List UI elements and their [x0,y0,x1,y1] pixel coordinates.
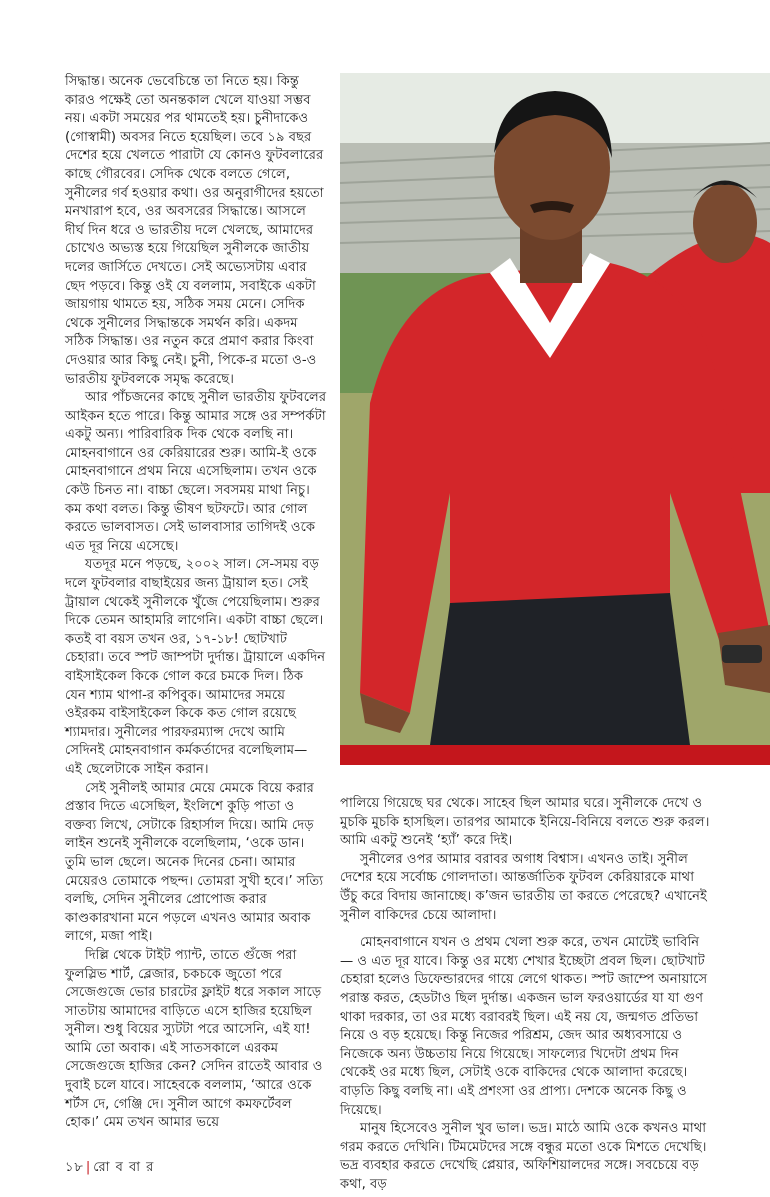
article-paragraph: দিল্লি থেকে টাইট প্যান্ট, তাতে গুঁজে পরা ফুলস্লিভ শার্ট, ব্লেজার, চকচকে জুতো পরে সেজেগুজে ভোর চারটের ফ্লাইট ধরে সকাল সাড়ে সাতটায় আমাদের বাড়িতে এসে হাজির হয়েছিল সুনীল। শুধু বিয়ের স্যুটটা পরে আসেনি, এই যা! আমি তো অবাক। এই সাতসকালে এরকম সেজেগুজে হাজির কেন? সেদিন রাতেই আবার ও দুবাই চলে যাবে। সাহেবকে বললাম, ‘আরে ওকে শর্টস দে, গেঞ্জি দে। সুনীল আগে কমফর্টেবল হোক।’ মেম তখন আমার ভয়ে [65,947,323,1131]
article-paragraph: মানুষ হিসেবেও সুনীল খুব ভাল। ভদ্র। মাঠে আমি ওকে কখনও মাথা গরম করতে দেখিনি। টিমমেটদের সঙ্গে বন্ধুর মতো ওকে মিশতে দেখেছি। ভদ্র ব্যবহার করতে দেখেছি প্লেয়ার, অফিশিয়ালদের সঙ্গে। সবচেয়ে বড় কথা, বড় [340,1121,707,1192]
article-paragraph: মোহনবাগানে যখন ও প্রথম খেলা শুরু করে, তখন মোটেই ভাবিনি— ও এত দূর যাবে। কিন্তু ওর মধ্যে শেখার ইচ্ছেটা প্রবল ছিল। ছোটখাট চেহারা হলেও ডিফেন্ডারদের গায়ে লেগে থাকত। স্পট জাম্পে অনায়াসে পরাস্ত করত, হেডটাও ছিল দুর্দান্ত। একজন ভাল ফরওয়ার্ডের যা যা গুণ থাকা দরকার, তা ওর মধ্যে বরাবরই ছিল। এই নয় যে, জন্মগত প্রতিভা নিয়ে ও বড় হয়েছে। কিন্তু নিজের পরিশ্রম, জেদ আর অধ্যবসায়ে ও নিজেকে অন্য উচ্চতায় নিয়ে গিয়েছে। সাফল্যের খিদেটা প্রথম দিন থেকেই ওর মধ্যে ছিল, সেটাই ওকে বাকিদের থেকে আলাদা করেছে। বাড়তি কিছু বলছি না। এই প্রশংসা ওর প্রাপ্য। দেশকে অনেক কিছু ও দিয়েছে। [340,935,708,1118]
photo-accent-bar [340,745,770,765]
article-paragraph: পালিয়ে গিয়েছে ঘর থেকে। সাহেব ছিল আমার ঘরে। সুনীলকে দেখে ও মুচকি মুচকি হাসছিল। তারপর আমাকে ইনিয়ে-বিনিয়ে বলতে শুরু করল। আমি একটু শুনেই ‘হ্যাঁ’ করে দিই। [340,796,710,849]
folio-separator: | [85,1160,92,1175]
page-number: ১৮ [65,1160,84,1175]
article-paragraph: যতদূর মনে পড়ছে, ২০০২ সাল। সে-সময় বড় দলে ফুটবলার বাছাইয়ের জন্য ট্রায়াল হত। সেই ট্রায়াল থেকেই সুনীলকে খুঁজে পেয়েছিলাম। শুরুর দিকে তেমন আহামরি লাগেনি। একটা বাচ্চা ছেলে। কতই বা বয়স তখন ওর, ১৭-১৮! ছোটখাট চেহারা। তবে স্পট জাম্পটা দুর্দান্ত। ট্রায়ালে একদিন বাইসাইকেল কিকে গোল করে চমকে দিল। ঠিক যেন শ্যাম থাপা-র কপিবুক। আমাদের সময়ে ওইরকম বাইসাইকেল কিকে কত গোল রয়েছে শ্যামদার। সুনীলের পারফরম্যান্স দেখে আমি সেদিনই মোহনবাগান কর্মকর্তাদের বলেছিলাম— এই ছেলেটাকে সাইন করান। [65,557,326,777]
article-paragraph: আর পাঁচজনের কাছে সুনীল ভারতীয় ফুটবলের আইকন হতে পারে। কিন্তু আমার সঙ্গে ওর সম্পর্কটা একটু অন্য। পারিবারিক দিক থেকে বলছি না। মোহনবাগানে ওর কেরিয়ারের শুরু। আমি-ই ওকে মোহনবাগানে প্রথম নিয়ে এসেছিলাম। তখন ওকে কেউ চিনত না। বাচ্চা ছেলে। সবসময় মাথা নিচু। কম কথা বলত। কিন্তু ভীষণ ছটফটে। আর গোল করতে ভালবাসত। সেই ভালবাসার তাগিদই ওকে এত দূর নিয়ে এসেছে। [65,390,327,554]
article-paragraph: সিদ্ধান্ত। অনেক ভেবেচিন্তে তা নিতে হয়। কিন্তু কারও পক্ষেই তো অনন্তকাল খেলে যাওয়া সম্ভব নয়। একটা সময়ের পর থামতেই হয়। চুনীদাকেও (গোস্বামী) অবসর নিতে হয়েছিল। তবে ১৯ বছর দেশের হয়ে খেলতে পারাটা যে কোনও ফুটবলারের কাছে গৌরবের। সেদিক থেকে বলতে গেলে, সুনীলের গর্ব হওয়ার কথা। ওর অনুরাগীদের হয়তো মনখারাপ হবে, ওর অবসরের সিদ্ধান্তে। আসলে দীর্ঘ দিন ধরে ও ভারতীয় দলে খেলছে, আমাদের চোখেও অভ্যস্ত হয়ে গিয়েছিল সুনীলকে জাতীয় দলের জার্সিতে দেখতে। সেই অভ্যেসটায় এবার ছেদ পড়বে। কিন্তু ওই যে বললাম, সবাইকে একটা জায়গায় থামতে হয়, সঠিক সময় মেনে। সেদিক থেকে সুনীলের সিদ্ধান্তকে সমর্থন করি। একদম সঠিক সিদ্ধান্ত। ওর নতুন করে প্রমাণ করার কিংবা দেওয়ার আর কিছু নেই। চুনী, পিকে-র মতো ও-ও ভারতীয় ফুটবলকে সমৃদ্ধ করেছে। [65,74,324,387]
article-column-left [65,73,327,1133]
article-column-right [340,795,712,1194]
player-photo [340,73,770,745]
article-paragraph: সেই সুনীলই আমার মেয়ে মেমকে বিয়ে করার প্রস্তাব দিতে এসেছিল, ইংলিশে কুড়ি পাতা ও বক্তব্য লিখে, সেটাকে রিহার্সাল দিয়ে। আমি দেড় লাইন শুনেই সুনীলকে বলেছিলাম, ‘ওকে ডান। তুমি ভাল ছেলে। অনেক দিনের চেনা। আমার মেয়েরও তোমাকে পছন্দ। তোমরা সুখী হবে।’ সত্যি বলছি, সেদিন সুনীলের প্রোপোজ করার কাণ্ডকারখানা মনে পড়লে এখনও আমার অবাক লাগে, মজা পাই। [65,780,324,945]
page-folio [65,1158,154,1179]
magazine-name: রো ব বা র [93,1160,155,1175]
article-paragraph: সুনীলের ওপর আমার বরাবর অগাধ বিশ্বাস। এখনও তাই। সুনীল দেশের হয়ে সর্বোচ্চ গোলদাতা। আন্তর্জাতিক ফুটবল কেরিয়ারকে মাথা উঁচু করে বিদায় জানাচ্ছে। ক’জন ভারতীয় তা করতে পেরেছে? এখানেই সুনীল বাকিদের চেয়ে আলাদা। [340,851,707,923]
